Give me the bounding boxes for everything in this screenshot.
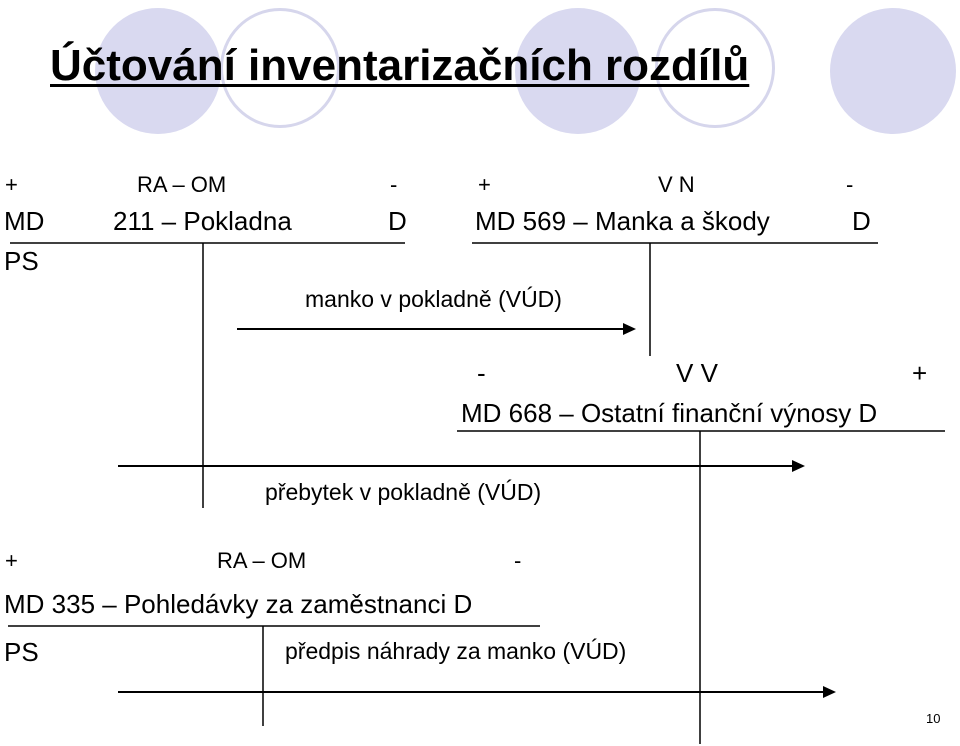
arrow-predpis-head (823, 686, 836, 698)
pohledavky-type: RA – OM (217, 548, 307, 573)
arrow-prebytek-head (792, 460, 805, 472)
manka-minus: - (846, 172, 854, 197)
pokladna-md: MD (4, 206, 45, 236)
arrow-label-manko: manko v pokladně (VÚD) (305, 286, 562, 312)
manka-d: D (852, 206, 871, 236)
arrow-manko-head (623, 323, 636, 335)
pokladna-ps: PS (4, 246, 39, 276)
vynosy-plus: + (912, 358, 928, 388)
pohledavky-ps: PS (4, 637, 39, 667)
pokladna-plus: + (5, 172, 18, 197)
manka-type: V N (658, 172, 695, 197)
pohledavky-minus: - (514, 548, 522, 573)
vynosy-minus: - (477, 358, 486, 388)
pohledavky-name: MD 335 – Pohledávky za zaměstnanci D (4, 589, 473, 619)
arrow-label-prebytek: přebytek v pokladně (VÚD) (265, 479, 542, 505)
pokladna-type: RA – OM (137, 172, 227, 197)
page-title: Účtování inventarizačních rozdílů (50, 41, 750, 90)
pokladna-minus: - (390, 172, 398, 197)
vynosy-name: MD 668 – Ostatní finanční výnosy D (461, 398, 878, 428)
pokladna-d: D (388, 206, 407, 236)
pohledavky-plus: + (5, 548, 18, 573)
vynosy-type: V V (676, 358, 718, 388)
pokladna-name: 211 – Pokladna (113, 206, 292, 236)
manka-plus: + (478, 172, 491, 197)
slide-number: 10 (926, 711, 941, 726)
manka-name: MD 569 – Manka a škody (475, 206, 770, 236)
arrow-label-predpis: předpis náhrady za manko (VÚD) (285, 638, 627, 664)
